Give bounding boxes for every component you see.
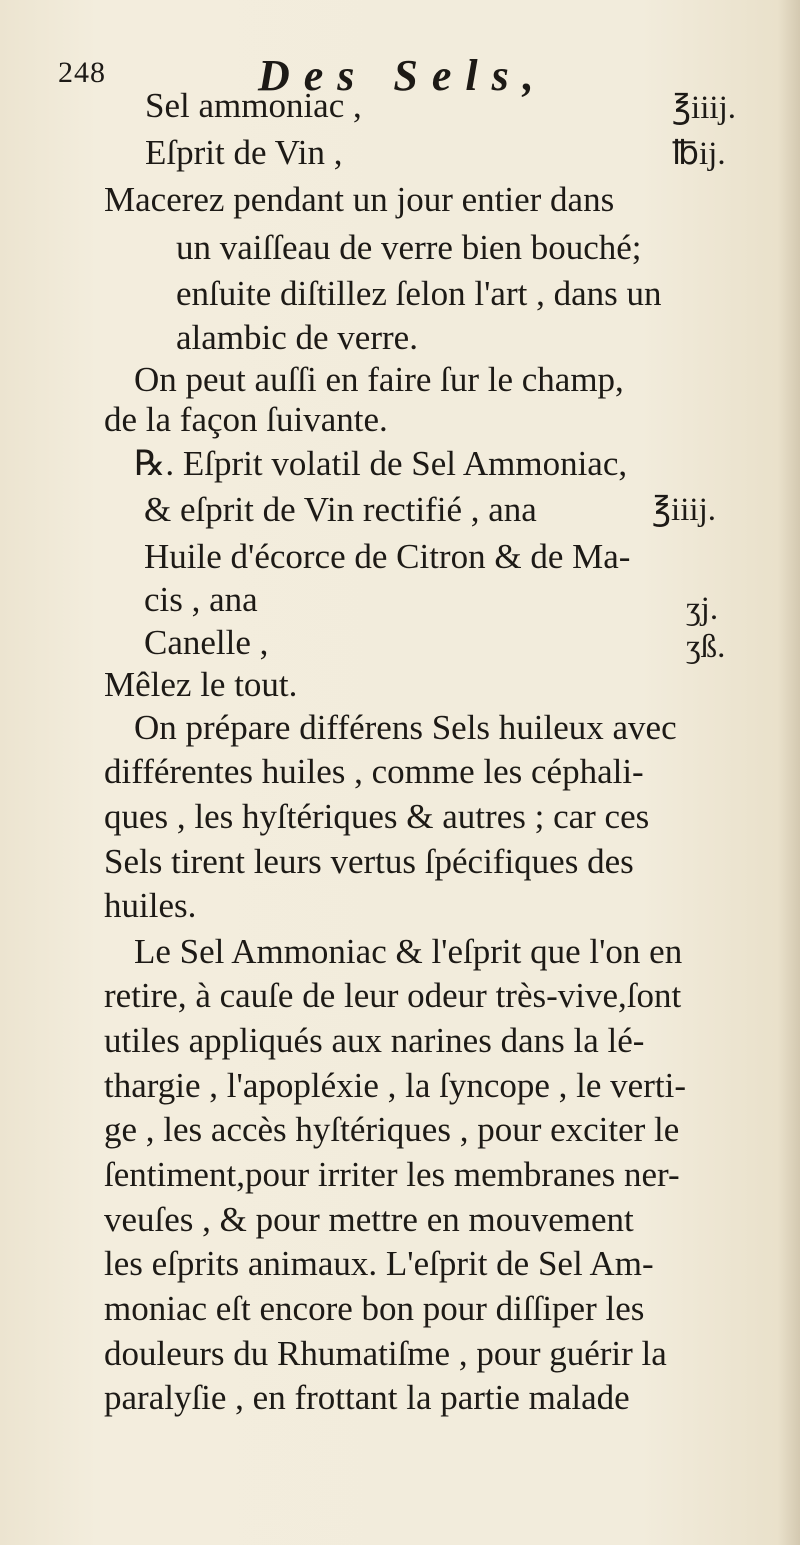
paragraph2-line: douleurs du Rhumatiſme , pour guérir la: [104, 1334, 667, 1373]
recipe2-line: cis , ana: [144, 580, 258, 619]
paragraph2-line: les eſprits animaux. L'eſprit de Sel Am-: [104, 1244, 654, 1283]
recipe1-instruction-line: un vaiſſeau de verre bien bouché;: [176, 228, 642, 267]
paragraph2-line: thargie , l'apopléxie , la ſyncope , le verti-: [104, 1066, 686, 1105]
recipe2-line: Mêlez le tout.: [104, 665, 298, 704]
recipe2-qty: ʒj.: [686, 591, 719, 627]
recipe2-line: ℞. Eſprit volatil de Sel Ammoniac,: [134, 444, 628, 483]
paragraph2-line: veuſes , & pour mettre en mouvement: [104, 1200, 634, 1239]
recipe1-instruction-line: Macerez pendant un jour entier dans: [104, 180, 615, 219]
paragraph1-line: Sels tirent leurs vertus ſpécifiques des: [104, 842, 634, 881]
running-title: Des Sels,: [258, 51, 548, 100]
recipe1-item-2-qty: ℔ij.: [672, 136, 726, 172]
paragraph2-line: paralyſie , en frottant la partie malade: [104, 1378, 630, 1417]
paragraph2-line: ge , les accès hyſtériques , pour exciter le: [104, 1110, 680, 1149]
page-number: 248: [58, 56, 106, 89]
recipe1-instruction-line: alambic de verre.: [176, 318, 418, 357]
recipe1-item-2: Eſprit de Vin ,: [145, 133, 343, 172]
paragraph2-line: moniac eſt encore bon pour diſſiper les: [104, 1289, 645, 1328]
paragraph1-line: ques , les hyſtériques & autres ; car ces: [104, 797, 650, 836]
paragraph1-line: huiles.: [104, 886, 197, 925]
paragraph2-line: Le Sel Ammoniac & l'eſprit que l'on en: [134, 932, 683, 971]
paragraph1-line: On prépare différens Sels huileux avec: [134, 708, 677, 747]
paragraph2-line: ſentiment,pour irriter les membranes ner-: [104, 1155, 680, 1194]
paragraph2-line: utiles appliqués aux narines dans la lé-: [104, 1021, 645, 1060]
recipe1-item-1-qty: ℥iiij.: [672, 90, 736, 126]
recipe2-line: Huile d'écorce de Citron & de Ma-: [144, 537, 631, 576]
intro2-line: On peut auſſi en faire ſur le champ,: [134, 360, 624, 399]
recipe2-qty: ʒß.: [686, 629, 726, 665]
recipe2-line: & eſprit de Vin rectifié , ana: [144, 490, 537, 529]
recipe2-line: Canelle ,: [144, 623, 269, 662]
recipe1-instruction-line: enſuite diſtillez ſelon l'art , dans un: [176, 274, 662, 313]
recipe2-qty: ℥iiij.: [652, 492, 716, 528]
paragraph2-line: retire, à cauſe de leur odeur très-vive,ſont: [104, 976, 682, 1015]
intro2-line: de la façon ſuivante.: [104, 400, 388, 439]
page-edge-shadow: [778, 0, 800, 1545]
recipe1-item-1: Sel ammoniac ,: [145, 86, 362, 125]
paragraph1-line: différentes huiles , comme les céphali-: [104, 752, 644, 791]
